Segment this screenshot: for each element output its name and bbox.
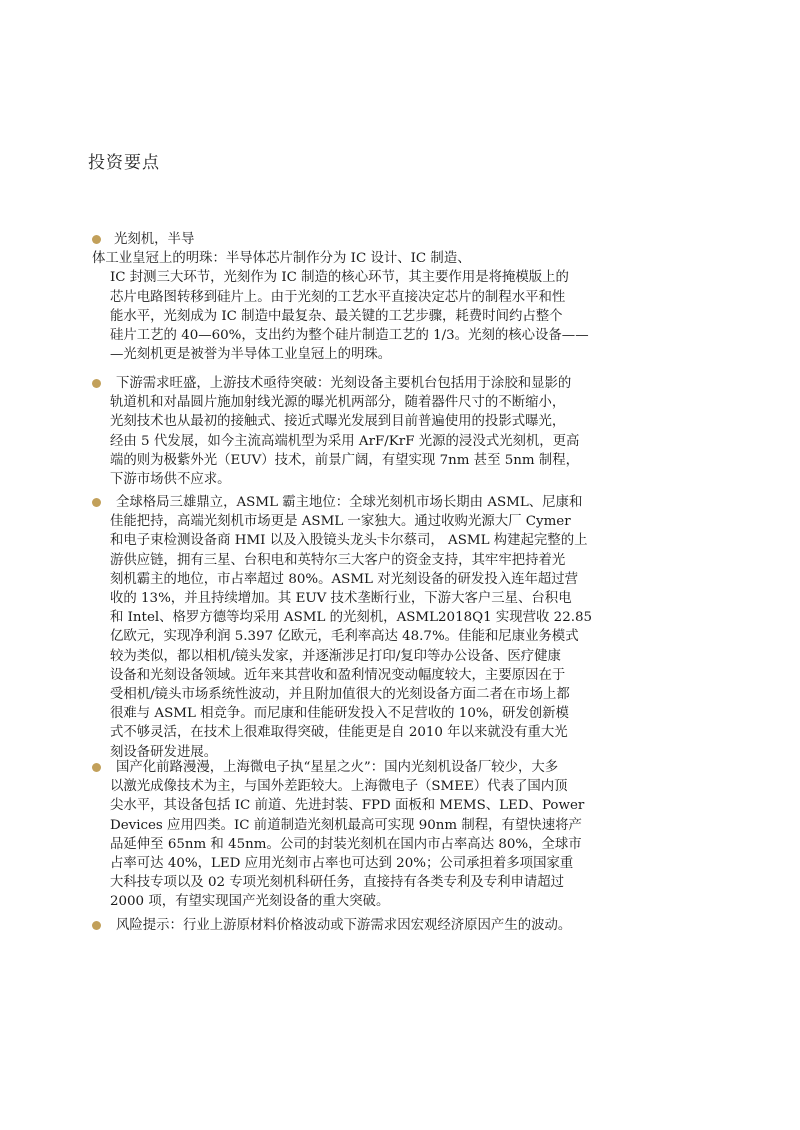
text-line: 端的则为极紫外光（EUV）技术，前景广阔，有望实现 7nm 甚至 5nm 制程， (110, 452, 579, 468)
text-line: 游供应链，拥有三星、台积电和英特尔三大客户的资金支持，其牢牢把持着光 (110, 552, 566, 568)
text-line: 收的 13%，并且持续增加。其 EUV 技术垄断行业，下游大客户三星、台积电 (110, 591, 572, 607)
bullet-section-global-landscape (92, 493, 674, 762)
text-line: 全球格局三雄鼎立，ASML 霸主地位：全球光刻机市场长期由 ASML、尼康和 (116, 495, 583, 510)
text-line: 很难与 ASML 相竞争。而尼康和佳能研发投入不足营收的 10%，研发创新模 (110, 706, 569, 722)
bullet-section-lithography (92, 230, 674, 364)
text-line: 光刻技术也从最初的接触式、接近式曝光发展到目前普遍使用的投影式曝光， (110, 414, 566, 430)
text-line: 2000 项，有望实现国产光刻设备的重大突破。 (110, 894, 390, 910)
text-line: 占率可达 40%，LED 应用光刻市占率也可达到 20%；公司承担着多项国家重 (110, 856, 574, 872)
text-line: 刻设备研发进展。 (110, 744, 218, 760)
bullet-section-risk (92, 916, 674, 935)
text-line: 式不够灵活，在技术上很难取得突破，佳能更是自 2010 年以来就没有重大光 (110, 725, 568, 741)
text-line: 和 Intel、格罗方德等均采用 ASML 的光刻机，ASML2018Q1 实现营收 22.85 (110, 610, 593, 626)
text-line: 芯片电路图转移到硅片上。由于光刻的工艺水平直接决定芯片的制程水平和性 (110, 289, 566, 305)
section-heading: 光刻机，半导 (114, 232, 195, 247)
bullet-dot-icon (92, 379, 101, 388)
text-line: —光刻机更是被誉为半导体工业皇冠上的明珠。 (110, 347, 392, 363)
text-line: 佳能把持，高端光刻机市场更是 ASML 一家独大。通过收购光源大厂 Cymer (110, 514, 571, 530)
text-line: IC 封测三大环节，光刻作为 IC 制造的核心环节，其主要作用是将掩模版上的 (110, 270, 569, 286)
text-line: 设备和光刻设备领域。近年来其营收和盈利情况变动幅度较大，主要原因在于 (110, 667, 566, 683)
text-line: 国产化前路漫漫，上海微电子执“星星之火”：国内光刻机设备厂较少，大多 (116, 760, 559, 775)
bullet-dot-icon (92, 921, 101, 930)
text-line: 亿欧元，实现净利润 5.397 亿欧元，毛利率高达 48.7%。佳能和尼康业务模式 (110, 629, 579, 645)
text-line: 受相机/镜头市场系统性波动，并且附加值很大的光刻设备方面二者在市场上都 (110, 687, 570, 703)
text-line: 大科技专项以及 02 专项光刻机科研任务，直接持有各类专利及专利申请超过 (110, 875, 565, 891)
section-body (92, 249, 674, 364)
bullet-section-domestic (92, 758, 674, 912)
page-title: 投资要点 (88, 153, 160, 173)
text-line: 品延伸至 65nm 和 45nm。公司的封装光刻机在国内市占率高达 80%，全球市 (110, 836, 582, 852)
text-line: Devices 应用四类。IC 前道制造光刻机最高可实现 90nm 制程，有望快速将产 (110, 817, 582, 833)
text-line: 体工业皇冠上的明珠：半导体芯片制作分为 IC 设计、IC 制造、 (92, 251, 471, 267)
text-line: 较为类似，都以相机/镜头发家，并逐渐涉足打印/复印等办公设备、医疗健康 (110, 648, 561, 664)
section-body (110, 374, 674, 489)
section-body (110, 758, 674, 912)
bullet-dot-icon (92, 498, 101, 507)
text-line: 经由 5 代发展，如今主流高端机型为采用 ArF/KrF 光源的浸没式光刻机，更高 (110, 433, 580, 449)
bullet-dot-icon (92, 235, 101, 244)
text-line: 下游需求旺盛，上游技术亟待突破：光刻设备主要机台包括用于涂胶和显影的 (116, 376, 572, 391)
text-line: 下游市场供不应求。 (110, 472, 231, 488)
text-line: 风险提示：行业上游原材料价格波动或下游需求因宏观经济原因产生的波动。 (116, 918, 572, 933)
section-body (110, 916, 674, 935)
bullet-dot-icon (92, 763, 101, 772)
text-line: 和电子束检测设备商 HMI 以及入股镜头龙头卡尔蔡司， ASML 构建起完整的上 (110, 533, 588, 549)
bullet-section-demand (92, 374, 674, 489)
text-line: 刻机霸主的地位，市占率超过 80%。ASML 对光刻设备的研发投入连年超过营 (110, 571, 579, 587)
text-line: 硅片工艺的 40—60%，支出约为整个硅片制造工艺的 1/3。光刻的核心设备—— (110, 328, 589, 344)
section-body (110, 493, 674, 762)
text-line: 以激光成像技术为主，与国外差距较大。上海微电子（SMEE）代表了国内顶 (110, 779, 568, 795)
text-line: 能水平，光刻成为 IC 制造中最复杂、最关键的工艺步骤，耗费时间约占整个 (110, 308, 563, 324)
text-line: 尖水平，其设备包括 IC 前道、先进封装、FPD 面板和 MEMS、LED、Power (110, 798, 585, 814)
text-line: 轨道机和对晶圆片施加射线光源的曝光机两部分，随着器件尺寸的不断缩小， (110, 395, 566, 411)
